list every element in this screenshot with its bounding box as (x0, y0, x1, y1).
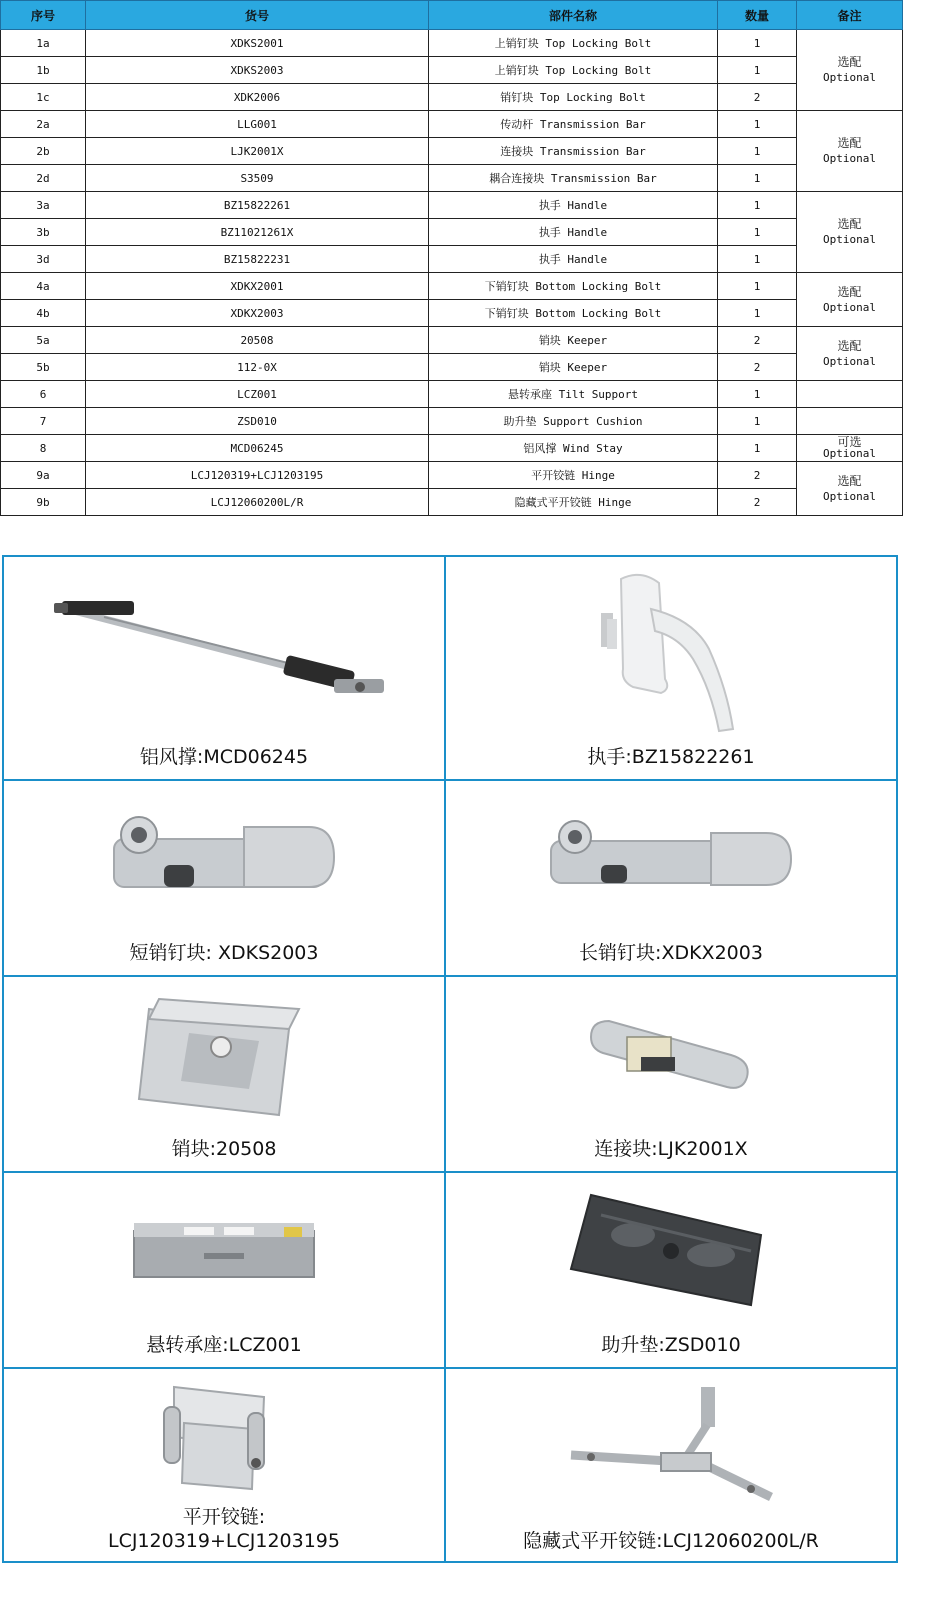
table-row (1, 381, 903, 408)
row-name: 上销钉块 Top Locking Bolt (429, 57, 718, 84)
table-row (1, 84, 903, 111)
row-no: 1a (1, 30, 86, 57)
wind-stay-icon (44, 593, 404, 713)
row-qty: 1 (718, 30, 797, 57)
row-qty: 1 (718, 165, 797, 192)
row-no: 4b (1, 300, 86, 327)
row-code: LJK2001X (86, 138, 429, 165)
product-caption-line2: LCJ120319+LCJ1203195 (108, 1530, 340, 1552)
note-en: Optional (823, 447, 876, 460)
row-name: 下销钉块 Bottom Locking Bolt (429, 273, 718, 300)
row-no: 9a (1, 462, 86, 489)
table-row (1, 111, 903, 138)
row-note (797, 111, 903, 192)
row-no: 4a (1, 273, 86, 300)
row-name: 销块 Keeper (429, 327, 718, 354)
product-card (446, 1173, 896, 1369)
product-caption: 销块:20508 (171, 1138, 277, 1160)
row-note (797, 462, 903, 516)
row-no: 2d (1, 165, 86, 192)
note-en: Optional (823, 71, 876, 84)
header-no: 序号 (1, 1, 86, 30)
row-code: XDK2006 (86, 84, 429, 111)
note-en: Optional (823, 152, 876, 165)
row-code: BZ15822261 (86, 192, 429, 219)
row-note (797, 435, 903, 462)
row-no: 5a (1, 327, 86, 354)
row-code: BZ11021261X (86, 219, 429, 246)
row-no: 1b (1, 57, 86, 84)
table-header-row (1, 1, 903, 30)
row-name: 销钉块 Top Locking Bolt (429, 84, 718, 111)
row-code: LCZ001 (86, 381, 429, 408)
row-qty: 1 (718, 57, 797, 84)
row-no: 7 (1, 408, 86, 435)
note-zh: 选配 (837, 55, 862, 69)
concealed-hinge-icon (551, 1379, 791, 1509)
product-grid (2, 555, 898, 1563)
table-row (1, 435, 903, 462)
row-code: MCD06245 (86, 435, 429, 462)
handle-icon (581, 569, 761, 739)
row-qty: 1 (718, 300, 797, 327)
row-qty: 1 (718, 435, 797, 462)
header-code: 货号 (86, 1, 429, 30)
table-row (1, 246, 903, 273)
row-code: XDKX2003 (86, 300, 429, 327)
table-row (1, 462, 903, 489)
row-no: 3d (1, 246, 86, 273)
row-name: 铝风撑 Wind Stay (429, 435, 718, 462)
row-code: LCJ120319+LCJ1203195 (86, 462, 429, 489)
keeper-icon (129, 989, 319, 1119)
row-name: 助升垫 Support Cushion (429, 408, 718, 435)
row-qty: 1 (718, 138, 797, 165)
row-name: 隐藏式平开铰链 Hinge (429, 489, 718, 516)
table-row (1, 327, 903, 354)
table-row (1, 192, 903, 219)
row-qty: 1 (718, 219, 797, 246)
header-qty: 数量 (718, 1, 797, 30)
row-code: ZSD010 (86, 408, 429, 435)
row-no: 1c (1, 84, 86, 111)
header-name: 部件名称 (429, 1, 718, 30)
note-zh: 可选 (837, 435, 862, 449)
product-card (446, 1369, 896, 1563)
row-qty: 2 (718, 462, 797, 489)
product-caption: 铝风撑:MCD06245 (139, 746, 309, 768)
row-qty: 1 (718, 246, 797, 273)
note-en: Optional (823, 489, 876, 503)
note-zh: 选配 (837, 284, 862, 299)
table-row (1, 408, 903, 435)
row-code: XDKX2001 (86, 273, 429, 300)
product-card (4, 781, 446, 977)
row-name: 连接块 Transmission Bar (429, 138, 718, 165)
tilt-support-icon (124, 1213, 324, 1293)
row-no: 8 (1, 435, 86, 462)
row-qty: 2 (718, 354, 797, 381)
row-code: LCJ12060200L/R (86, 489, 429, 516)
row-no: 5b (1, 354, 86, 381)
row-no: 2b (1, 138, 86, 165)
note-en: Optional (823, 354, 876, 368)
row-name: 传动杆 Transmission Bar (429, 111, 718, 138)
row-name: 下销钉块 Bottom Locking Bolt (429, 300, 718, 327)
row-code: XDKS2001 (86, 30, 429, 57)
row-qty: 1 (718, 111, 797, 138)
table-row (1, 273, 903, 300)
header-note: 备注 (797, 1, 903, 30)
row-qty: 2 (718, 489, 797, 516)
table-row (1, 489, 903, 516)
row-code: BZ15822231 (86, 246, 429, 273)
product-caption (4, 1505, 444, 1553)
row-note-empty (797, 408, 903, 435)
long-bolt-icon (541, 811, 801, 901)
row-qty: 1 (718, 192, 797, 219)
table-row (1, 165, 903, 192)
row-code: S3509 (86, 165, 429, 192)
support-cushion-icon (561, 1185, 781, 1315)
parts-table (0, 0, 903, 516)
note-zh: 选配 (837, 338, 862, 353)
product-card (4, 1369, 446, 1563)
row-name: 耦合连接块 Transmission Bar (429, 165, 718, 192)
row-no: 3b (1, 219, 86, 246)
row-name: 上销钉块 Top Locking Bolt (429, 30, 718, 57)
product-card (446, 557, 896, 781)
product-caption: 悬转承座:LCZ001 (146, 1334, 302, 1356)
short-bolt-icon (94, 807, 354, 907)
table-row (1, 30, 903, 57)
table-row (1, 219, 903, 246)
row-qty: 1 (718, 381, 797, 408)
table-row (1, 138, 903, 165)
product-caption: 助升垫:ZSD010 (601, 1334, 741, 1356)
row-name: 执手 Handle (429, 246, 718, 273)
row-name: 销块 Keeper (429, 354, 718, 381)
table-row (1, 354, 903, 381)
row-code: 112-0X (86, 354, 429, 381)
note-zh: 选配 (837, 136, 862, 150)
note-en: Optional (823, 300, 876, 314)
row-note (797, 273, 903, 327)
product-caption: 隐藏式平开铰链:LCJ12060200L/R (523, 1530, 819, 1552)
row-no: 3a (1, 192, 86, 219)
row-note (797, 327, 903, 381)
row-qty: 2 (718, 327, 797, 354)
row-qty: 1 (718, 408, 797, 435)
product-caption: 连接块:LJK2001X (594, 1138, 748, 1160)
note-zh: 选配 (837, 217, 862, 231)
product-card (446, 781, 896, 977)
row-name: 平开铰链 Hinge (429, 462, 718, 489)
row-note-empty (797, 381, 903, 408)
row-no: 2a (1, 111, 86, 138)
note-en: Optional (823, 233, 876, 246)
table-row (1, 57, 903, 84)
product-card (446, 977, 896, 1173)
connector-icon (581, 1007, 761, 1097)
hinge-icon (144, 1377, 304, 1497)
row-note (797, 192, 903, 273)
product-card (4, 1173, 446, 1369)
row-qty: 1 (718, 273, 797, 300)
product-card (4, 557, 446, 781)
row-code: LLG001 (86, 111, 429, 138)
row-note (797, 30, 903, 111)
note-zh: 选配 (837, 473, 862, 488)
product-caption-line1: 平开铰链: (182, 1506, 266, 1528)
product-caption: 长销钉块:XDKX2003 (579, 942, 763, 964)
row-name: 悬转承座 Tilt Support (429, 381, 718, 408)
row-qty: 2 (718, 84, 797, 111)
row-no: 9b (1, 489, 86, 516)
row-code: 20508 (86, 327, 429, 354)
product-card (4, 977, 446, 1173)
row-name: 执手 Handle (429, 192, 718, 219)
product-caption: 执手:BZ15822261 (587, 746, 755, 768)
product-caption: 短销钉块: XDKS2003 (129, 942, 319, 964)
table-row (1, 300, 903, 327)
row-name: 执手 Handle (429, 219, 718, 246)
row-no: 6 (1, 381, 86, 408)
row-code: XDKS2003 (86, 57, 429, 84)
